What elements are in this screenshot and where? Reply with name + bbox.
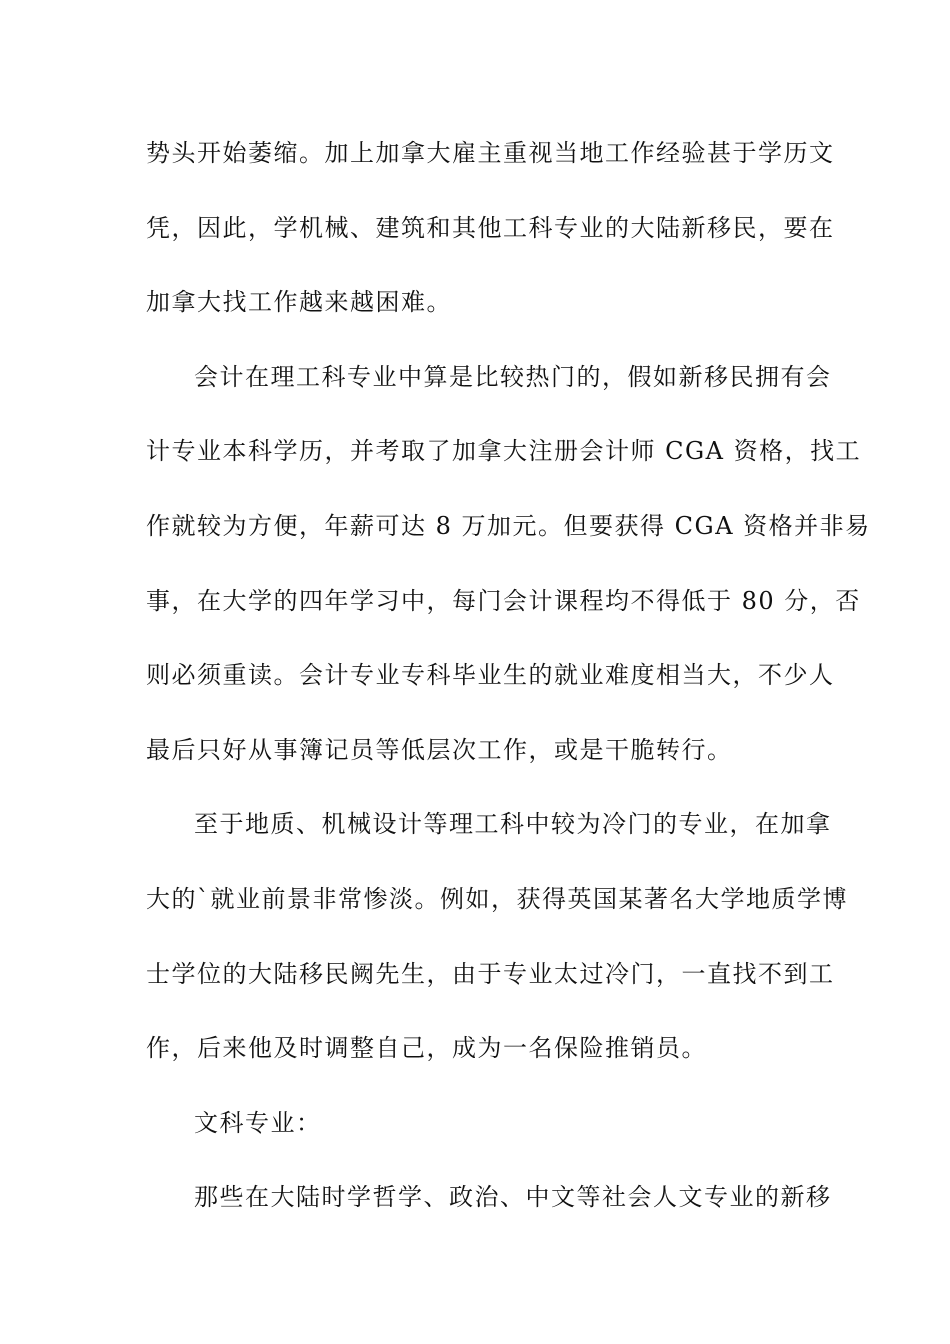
text-line: 作就较为方便，年薪可达 8 万加元。但要获得 CGA 资格并非易 xyxy=(146,511,871,540)
text-line: 事，在大学的四年学习中，每门会计课程均不得低于 80 分，否 xyxy=(146,586,861,615)
text-line: 作，后来他及时调整自己，成为一名保险推销员。 xyxy=(146,1034,707,1063)
text-line: 士学位的大陆移民阙先生，由于专业太过冷门，一直找不到工 xyxy=(146,959,835,988)
text-line: 大的`就业前景非常惨淡。例如，获得英国某著名大学地质学博 xyxy=(146,884,848,913)
paragraph-first-line: 会计在理工科专业中算是比较热门的，假如新移民拥有会 xyxy=(194,362,832,391)
paragraph-first-line: 那些在大陆时学哲学、政治、中文等社会人文专业的新移 xyxy=(194,1183,832,1212)
text-line: 则必须重读。会计专业专科毕业生的就业难度相当大，不少人 xyxy=(146,661,835,690)
section-heading: 文科专业： xyxy=(194,1108,322,1137)
text-line: 计专业本科学历，并考取了加拿大注册会计师 CGA 资格，找工 xyxy=(146,437,862,466)
text-line: 加拿大找工作越来越困难。 xyxy=(146,288,452,317)
text-line: 最后只好从事簿记员等低层次工作，或是干脆转行。 xyxy=(146,735,733,764)
text-line: 势头开始萎缩。加上加拿大雇主重视当地工作经验甚于学历文 xyxy=(146,139,835,167)
document-body xyxy=(146,128,871,1247)
paragraph-first-line: 至于地质、机械设计等理工科中较为冷门的专业，在加拿 xyxy=(194,810,832,839)
text-line: 凭，因此，学机械、建筑和其他工科专业的大陆新移民，要在 xyxy=(146,213,835,242)
